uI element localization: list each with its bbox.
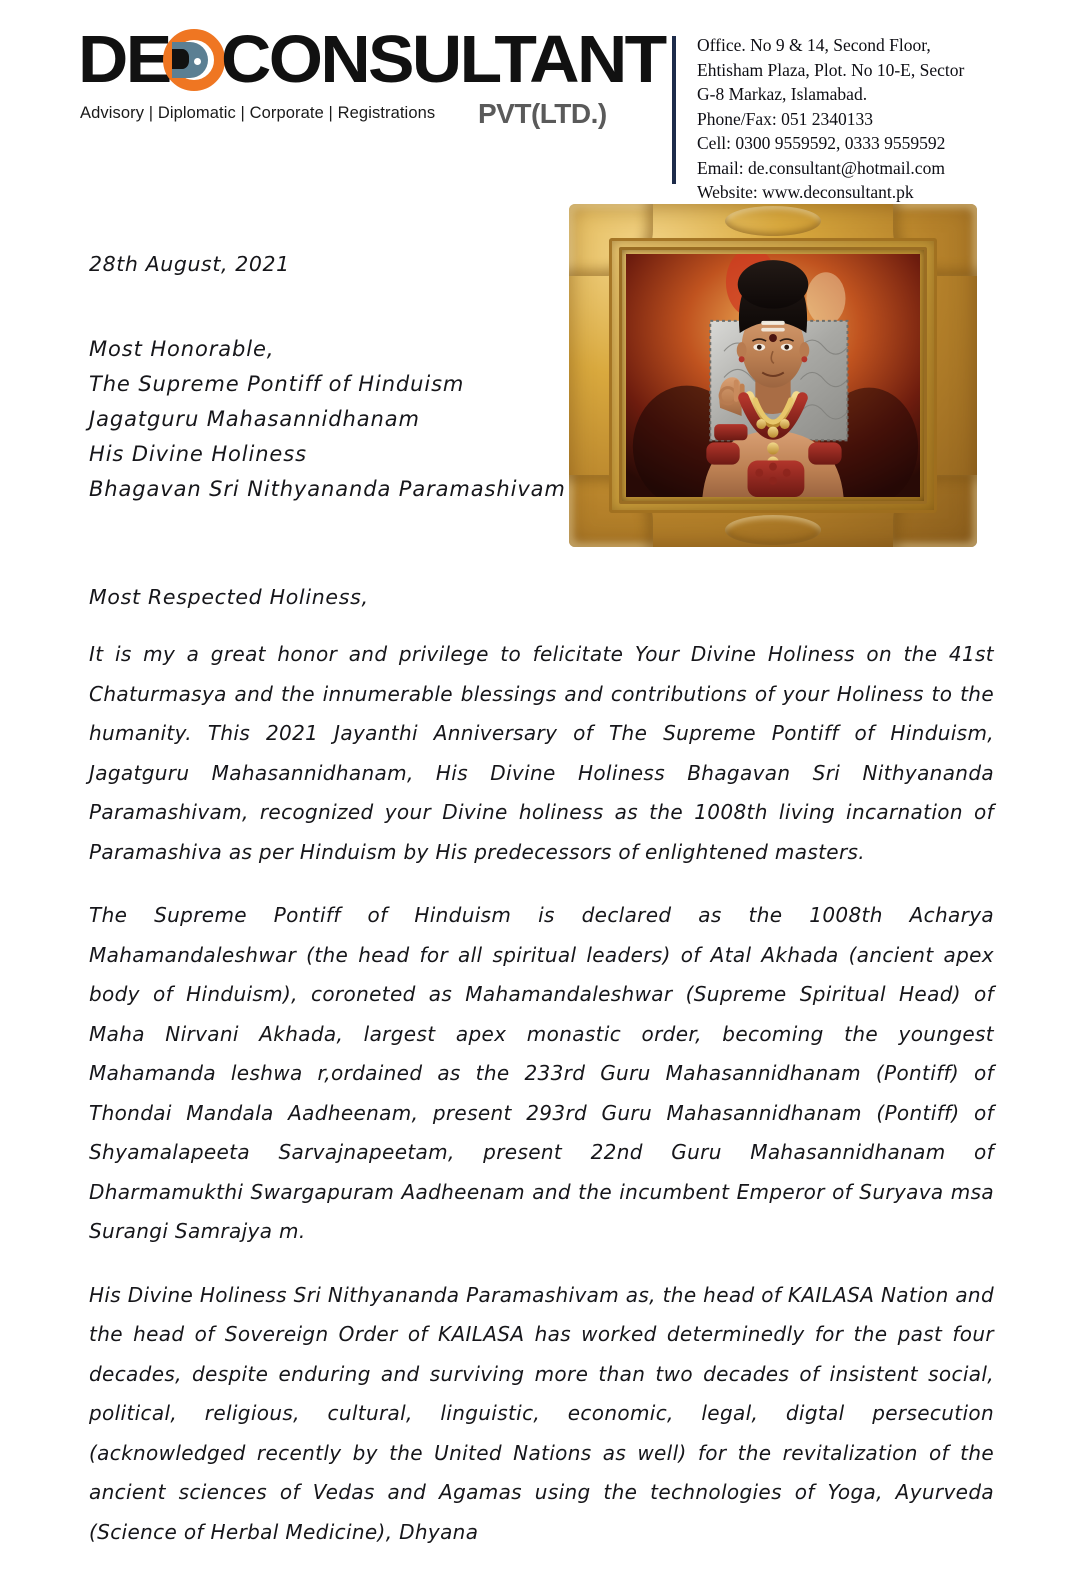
address-line: G-8 Markaz, Islamabad. bbox=[697, 84, 868, 104]
addressee-line: Bhagavan Sri Nithyananda Paramashivam bbox=[89, 477, 566, 501]
body-paragraph: It is my a great honor and privilege to felicitate Your Divine Holiness on the 41st Chaturmasya and the innumerable blessings and contributions of your Holiness to the humanity. This 2021 Jayanthi Anniversary of The Supreme Pontiff of Hinduism, Jagatguru Mahasannidhanam, His Divine Holiness Bhagavan Sri Nithyananda Paramashivam, recognized your Divine holiness as the 1008th living incarnation of Paramashiva as per Hinduism by His predecessors of enlightened masters. bbox=[89, 642, 994, 864]
cell-line: Cell: 0300 9559592, 0333 9559592 bbox=[697, 133, 946, 153]
addressee-line: Jagatguru Mahasannidhanam bbox=[89, 407, 420, 431]
letter-body bbox=[89, 240, 994, 1572]
salutation: Most Respected Holiness, bbox=[89, 585, 369, 609]
company-address-block bbox=[697, 33, 964, 205]
addressee-line: His Divine Holiness bbox=[89, 442, 307, 466]
body-paragraph: The Supreme Pontiff of Hinduism is declared as the 1008th Acharya Mahamandaleshwar (the head for all spiritual leaders) of Atal Akhada (ancient apex body of Hinduism), coroneted as Mahamandaleshwar (Supreme Spiritual Head) of Maha Nirvani Akhada, largest apex monastic order, becoming the youngest Mahamanda leshwa r,ordained as the 233rd Guru Mahasannidhanam (Pontiff) of Thondai Mandala Aadheenam, present 293rd Guru Mahasannidhanam (Pontiff) of Shyamalapeeta Sarvajnapeetam, present 22nd Guru Mahasannidhanam of Dharmamukthi Swargapuram Aadheenam and the incumbent Emperor of Suryava msa Surangi Samrajya m. bbox=[89, 903, 994, 1243]
address-line: Office. No 9 & 14, Second Floor, bbox=[697, 35, 931, 55]
deo-circle-emblem-icon bbox=[163, 29, 225, 91]
logo-text-consultant: CONSULTANT bbox=[221, 22, 665, 97]
addressee-line: The Supreme Pontiff of Hinduism bbox=[89, 372, 465, 396]
frame-scroll-ornament bbox=[725, 206, 821, 236]
email-line: Email: de.consultant@hotmail.com bbox=[697, 157, 945, 178]
logo-legal-suffix: PVT(LTD.) bbox=[478, 98, 607, 129]
letterhead bbox=[0, 0, 1080, 200]
website-line: Website: www.deconsultant.pk bbox=[697, 182, 914, 202]
body-paragraph: His Divine Holiness Sri Nithyananda Paramashivam as, the head of KAILASA Nation and the head of Sovereign Order of KAILASA has worked determinedly for the past four decades, despite enduring and surviving more than two decades of insistent social, political, religious, cultural, linguistic, economic, legal, digtal persecution (acknowledged recently by the United Nations as well) for the revitalization of the ancient sciences of Vedas and Agamas using the technologies of Yoga, Ayurveda (Science of Herbal Medicine), Dhyana bbox=[89, 1282, 994, 1544]
logo-tagline: Advisory | Diplomatic | Corporate | Registrations bbox=[80, 104, 436, 122]
addressee-line: Most Honorable, bbox=[89, 337, 275, 361]
logo-text-de: DE bbox=[78, 22, 170, 97]
logo-wordmark bbox=[78, 22, 665, 97]
company-logo bbox=[78, 22, 665, 129]
header-divider bbox=[672, 36, 676, 184]
address-line: Ehtisham Plaza, Plot. No 10-E, Sector bbox=[697, 59, 965, 80]
phone-line: Phone/Fax: 051 2340133 bbox=[697, 108, 873, 129]
letter-date: 28th August, 2021 bbox=[89, 252, 290, 276]
addressee-block bbox=[89, 332, 994, 507]
